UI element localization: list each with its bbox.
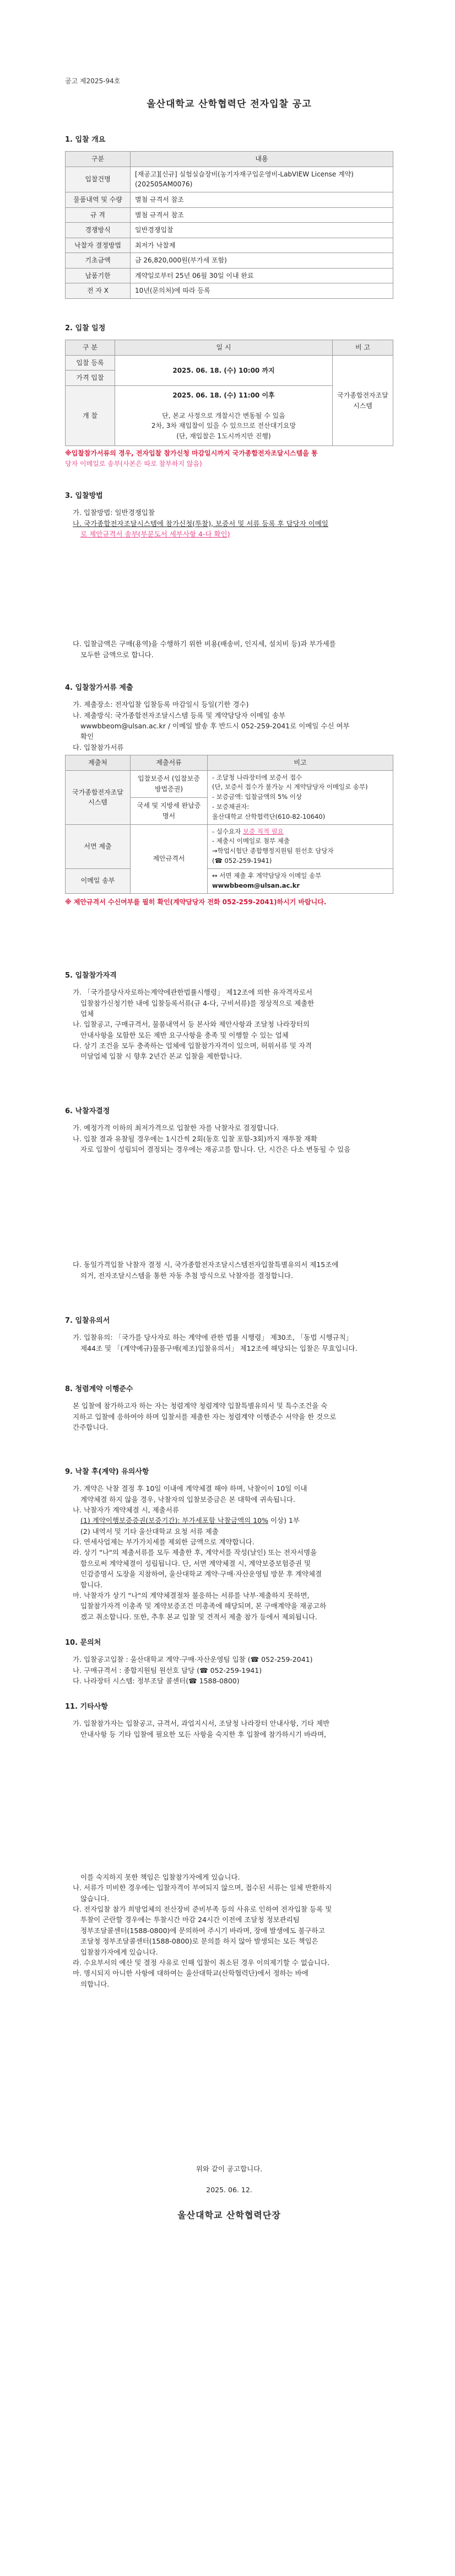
row-note: [208, 868, 393, 893]
row-key: 가격 입찰: [66, 371, 115, 386]
section-heading: 7. 입찰유의서: [65, 1317, 110, 1325]
paragraph: 입찰참가자격 이총족 및 계약보증조건 미총족에 해당되며, 본 구매계약을 재공고하: [80, 1602, 327, 1611]
paragraph: 겠고 취소합니다. 또한, 추후 본교 입찰 및 견적서 제출 참가 등에서 제외됩니다.: [80, 1612, 317, 1621]
section-heading: 2. 입찰 일정: [65, 324, 106, 332]
paragraph: 마. 낙찰자가 상기 "나"의 계약체결절차 불응하는 서류를 낙부·제출하지 못하면,: [73, 1591, 310, 1600]
paragraph: 가. 계약은 낙찰 결정 후 10일 이내에 계약체결 해야 하며, 낙찰이이 10일 이내: [73, 1484, 307, 1493]
row-value: [재공고][신규] 실험실습장비(농기자재구입운영비-LabVIEW License 계약)(202505AM0076): [131, 167, 393, 192]
table-row: [66, 283, 393, 299]
schedule-table: [65, 340, 393, 446]
section-instructions: [65, 1316, 393, 1354]
email-address: wwwbbeom@ulsan.ac.kr: [212, 881, 300, 889]
table-row: [66, 770, 393, 797]
paragraph: 안내사항을 모함한 모든 제반 요구사항을 충족 및 이행할 수 있는 업체: [80, 1031, 289, 1039]
note-line: 울산대학교 산학협력단(610-82-10640): [212, 812, 326, 820]
paragraph: 나. 구매규격서 : 종합지원팀 원선호 담당 (☎ 052-259-1941): [73, 1666, 262, 1675]
paragraph: 다. 나라장터 시스템: 정부조달 콜센터(☎ 1588-0800): [73, 1676, 240, 1685]
row-key: 전 자 X: [66, 283, 131, 299]
section-schedule: [65, 323, 393, 469]
paragraph: 투찰이 곤란할 경우에는 투찰시간 마감 24시간 이전에 조달청 정보관리팀: [80, 1915, 300, 1924]
note-line: (단, 보증서 접수가 불가능 시 계약담당자 이메일로 송부): [212, 783, 368, 791]
schedule-remark: [65, 448, 393, 459]
paragraph: 다. 입찰참가서류: [73, 743, 124, 752]
col-header: 일 시: [115, 340, 333, 356]
row-key: 경쟁방식: [66, 223, 131, 238]
row-key: 규 격: [66, 207, 131, 223]
row-note: 국가종합전자조달시스템: [333, 355, 393, 446]
row-key: 입찰 등록: [66, 355, 115, 371]
document-page: [65, 0, 393, 2576]
paragraph: 업체: [80, 1009, 94, 1018]
paragraph: 합으로써 계약체결이 성립됩니다. 단, 서면 계약체결 시, 계약보증보험증권 및: [80, 1559, 311, 1568]
row-value: 계약일로부터 25년 06월 30일 이내 완료: [131, 268, 393, 283]
opening-time: 2025. 06. 18. (수) 11:00 이후: [172, 391, 275, 399]
note-line: - 보증채권자:: [212, 803, 250, 811]
section-documents: [65, 683, 393, 907]
paragraph: wwwbbeom@ulsan.ac.kr / 이메일 발송 후 반드시 052-259-2041로 이메일 수신 여부: [80, 721, 350, 730]
paragraph: 나. 국가종합전자조달시스템에 참가신청(투찰), 보증서 및 서류 등록 후 담당자 이메일: [73, 519, 329, 528]
paragraph: 나. 입찰공고, 구매규격서, 물품내역서 등 본사와 제안사항과 조달청 나라장터의: [73, 1020, 310, 1029]
paragraph: 가. 입찰참가자는 입찰공고, 규격서, 과업지시서, 조달청 나라장터 안내사항, 기타 제반: [73, 1719, 330, 1728]
table-row: [66, 268, 393, 283]
paragraph: 라. 수요부서의 예산 및 결정 사유로 인해 입찰이 취소된 경우 이의제기할 수 없습니다.: [73, 1958, 330, 1967]
row-value: [115, 385, 333, 446]
paragraph: 확인: [80, 732, 94, 741]
paragraph: 가. 입찰공고입찰 : 울산대학교 계약·구매·자산운영팀 입찰 (☎ 052-259-2041): [73, 1655, 313, 1664]
table-row: [66, 253, 393, 269]
paragraph: 이를 숙지하지 못한 책임은 입찰참가자에게 있습니다.: [80, 1872, 240, 1881]
paragraph: 모두한 금액으로 합니다.: [80, 650, 154, 659]
section-overview: [65, 135, 393, 299]
paragraph: 나. 입찰 결과 유찰될 경우에는 1시간씩 2회(동호 입찰 포함-3회)까지 재투찰 재확: [73, 1134, 318, 1143]
paragraph: 합니다.: [80, 1580, 103, 1589]
paragraph: 자로 입찰이 성립되어 결정되는 경우에는 재공고를 합니다. 단, 시간은 다소 변동될 수 있음: [80, 1145, 351, 1153]
paragraph: 다. 전자입찰 참가 희망업체의 전산장비 준비부족 등의 사유로 인하여 전자입찰 등록 및: [73, 1905, 332, 1914]
paragraph: 제44조 및 「(계약예규)물품구매(제조)입찰유의서」 제12조에 해당되는 입찰은 무효입니다.: [80, 1344, 358, 1353]
row-value: 10년(문의처)에 따라 등록: [131, 283, 393, 299]
row-key: 물품내역 및 수량: [66, 192, 131, 207]
paragraph: 미달업체 입찰 시 향후 2년간 본교 입찰을 제한합니다.: [80, 1052, 242, 1061]
paragraph: 간주합니다.: [73, 1423, 109, 1431]
section-heading: 3. 입찰방법: [65, 492, 103, 500]
paragraph: 조달청 정부조달콜센터(1588-0800)로 문의를 하지 않아 발생되는 모든 책임은: [80, 1937, 318, 1946]
paragraph: 가. 「국가를당사자로하는계약에관한법률시행령」 제12조에 의한 유자격자로서: [73, 988, 313, 997]
paragraph: 다. 입찰금액은 구매(용역)을 수행하기 위한 비용(배송비, 인지세, 설치비 등)과 부가세를: [73, 640, 336, 648]
table-row: [66, 355, 393, 371]
table-row: [66, 192, 393, 207]
row-value: 2025. 06. 18. (수) 10:00 까지: [115, 355, 333, 385]
row-key: 낙찰자 결정방법: [66, 238, 131, 253]
paragraph: 않습니다.: [80, 1894, 110, 1903]
row-key: 기초금액: [66, 253, 131, 269]
notice-number: 공고 제2025-94호: [65, 77, 121, 85]
row-value: 일반경쟁입찰: [131, 223, 393, 238]
row-value: 국세 및 지방세 완납증명서: [131, 797, 208, 824]
table-row: [66, 223, 393, 238]
row-key: 입찰건명: [66, 167, 131, 192]
table-row: [66, 207, 393, 223]
section-contact: [65, 1638, 393, 1686]
paragraph: 안내사항 등 기타 입찰에 필요한 모든 사항을 숙지한 후 입찰에 참가하시기 바라며,: [80, 1730, 327, 1738]
schedule-remark: [65, 459, 393, 469]
row-note: [208, 770, 393, 824]
opening-note: 단, 본교 사정으로 개찰시간 변동될 수 있음: [162, 411, 285, 420]
row-value: 제안규격서: [131, 824, 208, 893]
col-header: 제출서류: [131, 755, 208, 771]
note-line: - 실수요자 보증 직적 필요: [212, 827, 284, 835]
section-misc: [65, 1702, 393, 1989]
col-header: 내용: [131, 152, 393, 167]
row-key: 이메일 송부: [66, 868, 131, 893]
paragraph: 정부조달콜센터(1588-0800)에 문의하여 주시기 바라며, 장애 발생에도 불구하고: [80, 1926, 325, 1935]
section-eligibility: [65, 970, 393, 1062]
row-value: 최저가 낙찰제: [131, 238, 393, 253]
closing-date: 2025. 06. 12.: [206, 2186, 252, 2194]
row-value: 입찰보증서 (입찰보증방법증권): [131, 770, 208, 797]
paragraph: 입찰참가자에게 있습니다.: [80, 1947, 158, 1956]
paragraph: 나. 낙찰자가 계약체결 시, 제출서류: [73, 1505, 179, 1514]
row-key: 개 찰: [66, 385, 115, 446]
paragraph: 나. 제출방식: 국가종합전자조달시스템 등록 및 계약담당자 이메일 송부: [73, 711, 286, 720]
overview-table: [65, 151, 393, 299]
row-key: 납품기한: [66, 268, 131, 283]
signer-name: 울산대학교 산학협력단장: [177, 2210, 281, 2220]
paragraph: 나. 서류가 미비한 경우에는 입찰자격이 부여되지 않으며, 접수된 서류는 일체 반환하지: [73, 1883, 332, 1892]
paragraph: 마. 명시되지 아니한 사항에 대하여는 울산대학교(산학협력단)에서 정하는 바에: [73, 1969, 308, 1978]
section-heading: 5. 입찰참가자격: [65, 972, 117, 980]
paragraph: 의거, 전자조달시스템을 통한 자동 추첨 방식으로 낙찰자를 결정합니다.: [80, 1271, 293, 1280]
paragraph: 지하고 입찰에 응하여야 하며 입찰서를 제출한 자는 청렴계약 이행준수 서약을 한 것으로: [73, 1412, 337, 1421]
section-heading: 9. 낙찰 후(계약) 유의사항: [65, 1468, 149, 1476]
note-line: - 보증금액: 입찰금액의 5% 이상: [212, 793, 302, 801]
paragraph: 의합니다.: [80, 1979, 110, 1988]
note-line: (☎ 052-259-1941): [212, 857, 272, 865]
section-heading: 8. 청렴계약 이행준수: [65, 1385, 133, 1393]
paragraph: 가. 입찰방법: 일반경쟁입찰: [73, 508, 155, 517]
opening-note: (단, 재입찰은 1도시까지만 진행): [176, 432, 271, 440]
remark-text: ※입찰참가서류의 경우, 전자입찰 참가신청 마감일시까지 국가종합전자조달시스템을 통: [65, 449, 318, 458]
paragraph: 다. 상기 조건을 모두 충족하는 업체에 입찰참가자격이 있으며, 허위서류 및 자격: [73, 1042, 312, 1050]
paragraph: 가. 제출장소: 전자입찰 입찰등록 마감일시 등일(기한 경수): [73, 700, 249, 709]
row-value: 별첨 규격서 참조: [131, 207, 393, 223]
paragraph: 계약체결 하지 않을 경우, 낙찰자의 입찰보증금은 본 대학에 귀속됩니다.: [80, 1495, 295, 1504]
remark-text: 당자 이메일로 송부(사본은 따로 참부하지 않음): [65, 459, 202, 468]
col-header: 비 고: [333, 340, 393, 356]
col-header: 제출처: [66, 755, 131, 771]
col-header: 구 분: [66, 340, 115, 356]
paragraph: 가. 입찰유의: 「국가를 당사자로 하는 계약에 관한 법률 시행령」 제30조, 「동법 시행규칙」: [73, 1333, 353, 1342]
paragraph: 로 제안규격서 송부(부분도서 세부사항 4-다 확인): [80, 529, 230, 538]
section-heading: 11. 기타사항: [65, 1703, 108, 1711]
paragraph: 인감증명서 도장을 지참하여, 울산대학교 계약·구매·자산운영팀 방문 후 계약체결: [80, 1570, 322, 1579]
paragraph: 본 입찰에 참가하고자 하는 자는 청렴계약 청렴계약 입찰특별유의서 및 특수조건을 숙: [73, 1402, 328, 1410]
row-value: 별첨 규격서 참조: [131, 192, 393, 207]
paragraph: 다. 동일가격입찰 낙찰자 결정 시, 국가종합전자조달시스템전자입찰특별유의서 제15조에: [73, 1260, 339, 1269]
col-header: 비고: [208, 755, 393, 771]
row-key: 국가종합전자조달시스템: [66, 770, 131, 824]
paragraph: (1) 계약이행보증증권(보증기간): 부가세포함 낙찰금액의 10% 이상) 1부: [80, 1516, 300, 1525]
paragraph: (2) 내역서 및 기타 울산대학교 요청 서류 제출: [80, 1527, 219, 1536]
closing-line: 위와 같이 공고합니다.: [196, 2165, 263, 2173]
document-title: 울산대학교 산학협력단 전자입찰 공고: [147, 99, 312, 110]
paragraph: 입찰참가신청기한 내에 입찰등록서류(규 4-다, 구비서류)를 정상적으로 제출한: [80, 999, 315, 1007]
note-line: - 조달청 나라장터에 보증서 접수: [212, 773, 302, 781]
paragraph: 라. 상기 "나"의 제출서류를 모두 제출한 후, 계약서를 작성(날인) 또는 전자서명을: [73, 1548, 317, 1557]
section-integrity: [65, 1384, 393, 1432]
note-line: - 제출시 이메일로 첨부 제출: [212, 837, 290, 845]
section-heading: 4. 입찰참가서류 제출: [65, 684, 133, 692]
note-line: →학업시험단 종합행정지원팀 원선호 담당자: [212, 847, 334, 855]
note-line: ↔ 서면 제출 후 계약담당자 이메일 송부: [212, 871, 322, 879]
table-row: [66, 824, 393, 868]
section-heading: 6. 낙찰자결정: [65, 1107, 110, 1115]
table-row: [66, 868, 393, 893]
documents-remark: ※ 제안규격서 수신여부를 필히 확인(계약담당자 전화 052-259-2041)하시기 바랍니다.: [65, 898, 327, 906]
paragraph: 가. 예정가격 이하의 최저가격으로 입찰한 자를 낙찰자로 결정합니다.: [73, 1124, 279, 1133]
table-row: [66, 167, 393, 192]
section-method: [65, 491, 393, 660]
table-row: [66, 238, 393, 253]
paragraph: 다. 연세사업제는 부가가치세를 제외한 금액으로 계약합니다.: [73, 1538, 254, 1547]
opening-note: 2차, 3차 재입찰이 있을 수 있으므로 전산대기요망: [151, 422, 296, 430]
col-header: 구분: [66, 152, 131, 167]
section-post-award: [65, 1467, 393, 1622]
documents-table: [65, 755, 393, 894]
section-heading: 10. 문의처: [65, 1639, 101, 1647]
row-note: [208, 824, 393, 868]
row-key: 서면 제출: [66, 824, 131, 868]
section-heading: 1. 입찰 개요: [65, 136, 106, 144]
row-value: 금 26,820,000원(부가세 포함): [131, 253, 393, 269]
section-award: [65, 1106, 393, 1281]
